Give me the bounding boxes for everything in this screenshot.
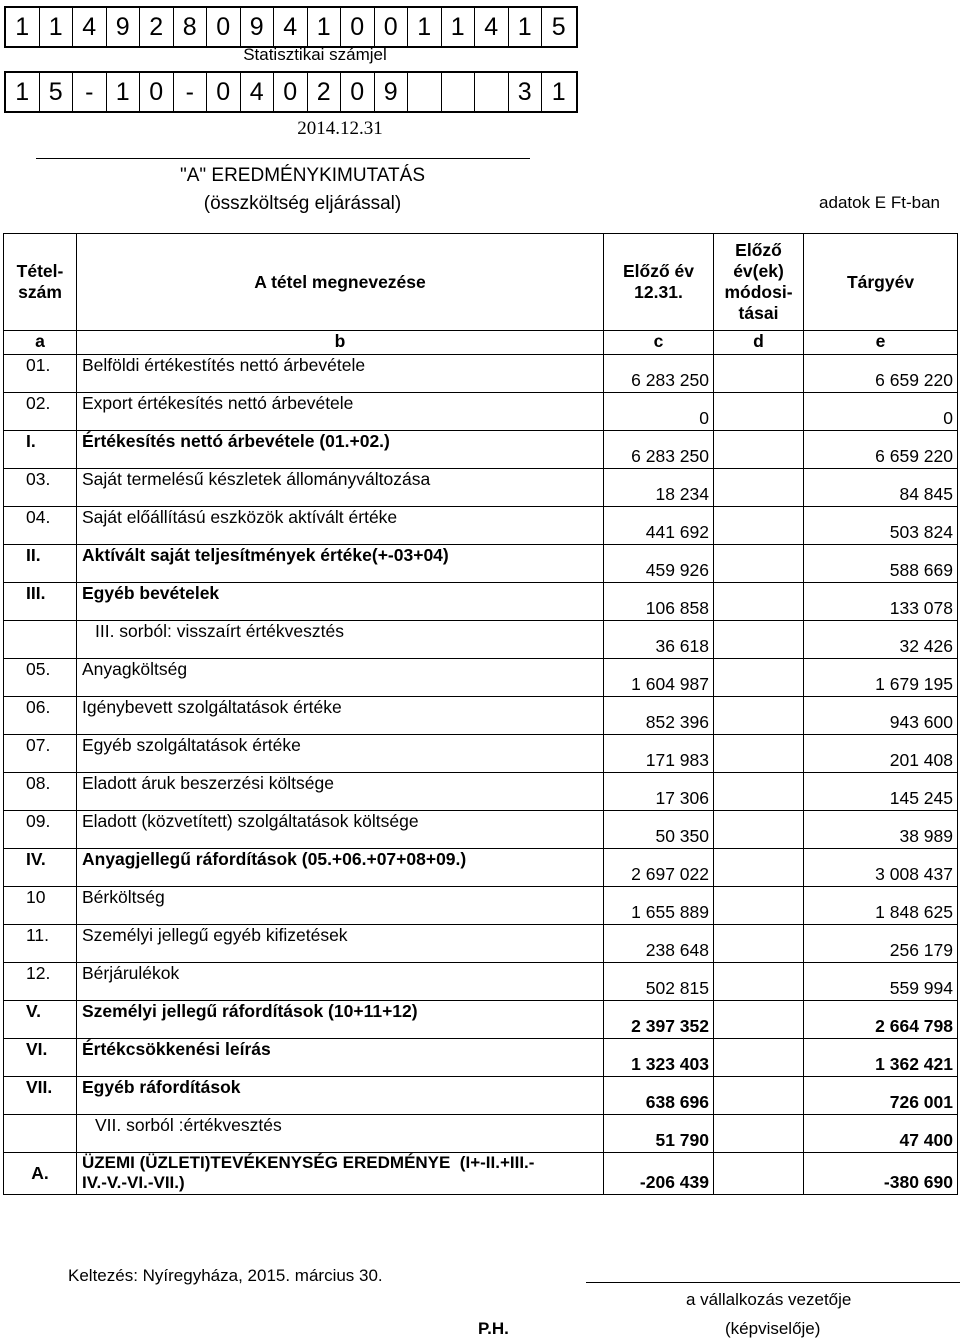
- row-name: Személyi jellegű egyéb kifizetések: [77, 925, 604, 963]
- signature-line: [586, 1282, 960, 1283]
- report-title: "A" EREDMÉNYKIMUTATÁS: [179, 165, 426, 186]
- row-curr: 503 824: [804, 507, 958, 545]
- row-code: 03.: [4, 469, 77, 507]
- unit-label: adatok E Ft-ban: [819, 193, 940, 212]
- report-subtitle: (összköltség eljárással): [203, 193, 402, 214]
- row-prev: 638 696: [604, 1077, 714, 1115]
- table-row: [4, 849, 958, 887]
- stat-label: Statisztikai számjel: [243, 45, 387, 64]
- stat-digit: 1: [6, 8, 40, 46]
- row-mod: [714, 925, 804, 963]
- row-mod: [714, 621, 804, 659]
- title-rule: [36, 158, 530, 159]
- row-mod: [714, 1001, 804, 1039]
- row-name: [77, 1153, 604, 1195]
- row-curr: 201 408: [804, 735, 958, 773]
- row-prev: 0: [604, 393, 714, 431]
- row-code: 04.: [4, 507, 77, 545]
- company-digit: 0: [341, 73, 375, 111]
- stat-digit: 4: [475, 8, 509, 46]
- row-mod: [714, 887, 804, 925]
- empty-box: [408, 73, 442, 111]
- row-name: Saját előállítású eszközök aktívált értéke: [77, 507, 604, 545]
- row-curr: 32 426: [804, 621, 958, 659]
- stat-digit: 1: [509, 8, 543, 46]
- row-curr: 726 001: [804, 1077, 958, 1115]
- row-prev: 441 692: [604, 507, 714, 545]
- row-name-line2: IV.-V.-VI.-VII.): [82, 1173, 185, 1192]
- row-prev: 1 655 889: [604, 887, 714, 925]
- stat-digit: 2: [140, 8, 174, 46]
- company-digit: 0: [140, 73, 174, 111]
- row-name: Egyéb ráfordítások: [77, 1077, 604, 1115]
- stat-digit: 4: [274, 8, 308, 46]
- row-curr: 133 078: [804, 583, 958, 621]
- row-code: V.: [4, 1001, 77, 1039]
- row-code: [4, 1115, 77, 1153]
- company-digit: 9: [375, 73, 409, 111]
- stat-digit: 0: [375, 8, 409, 46]
- letter-b: b: [77, 331, 604, 355]
- row-prev: 171 983: [604, 735, 714, 773]
- row-curr: 1 848 625: [804, 887, 958, 925]
- header-curr: Tárgyév: [804, 234, 958, 331]
- table-row: [4, 735, 958, 773]
- table-row: [4, 583, 958, 621]
- company-digit: 1: [6, 73, 40, 111]
- header-mod: Előző év(ek) módosi- tásai: [714, 234, 804, 331]
- table-row: [4, 507, 958, 545]
- table-row: [4, 963, 958, 1001]
- row-code: 06.: [4, 697, 77, 735]
- row-code: VII.: [4, 1077, 77, 1115]
- stat-digit: 4: [73, 8, 107, 46]
- row-name: Egyéb szolgáltatások értéke: [77, 735, 604, 773]
- letter-row: [4, 331, 958, 355]
- header-prev: Előző év 12.31.: [604, 234, 714, 331]
- row-curr: 559 994: [804, 963, 958, 1001]
- row-name: Bérjárulékok: [77, 963, 604, 1001]
- company-code-boxes: [4, 71, 578, 113]
- row-name: Saját termelésű készletek állományváltozása: [77, 469, 604, 507]
- row-prev: 852 396: [604, 697, 714, 735]
- row-code: VI.: [4, 1039, 77, 1077]
- row-name: Igénybevett szolgáltatások értéke: [77, 697, 604, 735]
- row-name: Személyi jellegű ráfordítások (10+11+12): [77, 1001, 604, 1039]
- company-digit: 3: [509, 73, 543, 111]
- row-prev: 36 618: [604, 621, 714, 659]
- ph-label: P.H.: [478, 1319, 509, 1338]
- table-row-final: [4, 1153, 958, 1195]
- row-mod: [714, 507, 804, 545]
- row-prev: 238 648: [604, 925, 714, 963]
- header-name: A tétel megnevezése: [77, 234, 604, 331]
- row-name: Export értékesítés nettó árbevétele: [77, 393, 604, 431]
- row-code: 10: [4, 887, 77, 925]
- report-date: 2014.12.31: [297, 118, 383, 139]
- row-prev: 1 604 987: [604, 659, 714, 697]
- row-code: 08.: [4, 773, 77, 811]
- row-code: I.: [4, 431, 77, 469]
- row-mod: [714, 659, 804, 697]
- header-code: Tétel- szám: [4, 234, 77, 331]
- company-digit: 0: [274, 73, 308, 111]
- row-name: Értékcsökkenési leírás: [77, 1039, 604, 1077]
- empty-box: [475, 73, 509, 111]
- row-name-line1: ÜZEMI (ÜZLETI)TEVÉKENYSÉG EREDMÉNYE (I+-II.+III.-: [82, 1153, 535, 1172]
- table-row: [4, 811, 958, 849]
- stat-digit: 1: [408, 8, 442, 46]
- row-code: 09.: [4, 811, 77, 849]
- table-row: [4, 469, 958, 507]
- row-curr: 6 659 220: [804, 431, 958, 469]
- row-mod: [714, 431, 804, 469]
- row-mod: [714, 963, 804, 1001]
- company-digit: 4: [241, 73, 275, 111]
- row-curr: 47 400: [804, 1115, 958, 1153]
- row-mod: [714, 697, 804, 735]
- row-name: VII. sorból :értékvesztés: [77, 1115, 604, 1153]
- company-digit: 2: [308, 73, 342, 111]
- company-digit: 5: [40, 73, 74, 111]
- row-code: 11.: [4, 925, 77, 963]
- row-code: [4, 621, 77, 659]
- row-name: Belföldi értékestítés nettó árbevétele: [77, 355, 604, 393]
- stat-digit: 9: [107, 8, 141, 46]
- row-curr: 256 179: [804, 925, 958, 963]
- row-curr: 588 669: [804, 545, 958, 583]
- row-code: 01.: [4, 355, 77, 393]
- row-prev: 6 283 250: [604, 431, 714, 469]
- row-mod: [714, 355, 804, 393]
- row-name: Anyagjellegű ráfordítások (05.+06.+07+08+09.): [77, 849, 604, 887]
- row-code: 05.: [4, 659, 77, 697]
- row-name: Eladott áruk beszerzési költsége: [77, 773, 604, 811]
- company-digit: -: [174, 73, 208, 111]
- row-name: Bérköltség: [77, 887, 604, 925]
- row-prev: 18 234: [604, 469, 714, 507]
- row-code: IV.: [4, 849, 77, 887]
- table-row: [4, 887, 958, 925]
- row-code: II.: [4, 545, 77, 583]
- row-name: III. sorból: visszaírt értékvesztés: [77, 621, 604, 659]
- signer-line2: (képviselője): [725, 1319, 821, 1338]
- row-mod: [714, 735, 804, 773]
- row-mod: [714, 469, 804, 507]
- table-row: [4, 355, 958, 393]
- row-mod: [714, 849, 804, 887]
- row-mod: [714, 1115, 804, 1153]
- row-prev: 51 790: [604, 1115, 714, 1153]
- company-digit: 1: [551, 77, 566, 106]
- row-prev: 17 306: [604, 773, 714, 811]
- row-name: Aktívált saját teljesítmények értéke(+-03+04): [77, 545, 604, 583]
- company-digit: 0: [207, 73, 241, 111]
- row-mod: [714, 1077, 804, 1115]
- row-curr: 145 245: [804, 773, 958, 811]
- row-mod: [714, 393, 804, 431]
- row-curr: 6 659 220: [804, 355, 958, 393]
- row-prev: 1 323 403: [604, 1039, 714, 1077]
- stat-digit: 8: [174, 8, 208, 46]
- table-row: [4, 697, 958, 735]
- row-curr: 1 362 421: [804, 1039, 958, 1077]
- stat-digit: 1: [442, 8, 476, 46]
- row-mod: [714, 1039, 804, 1077]
- company-digit: 1: [107, 73, 141, 111]
- row-mod: [714, 545, 804, 583]
- table-row: [4, 393, 958, 431]
- table-row: [4, 1001, 958, 1039]
- row-prev: 2 397 352: [604, 1001, 714, 1039]
- row-curr: -380 690: [804, 1153, 958, 1195]
- row-code: III.: [4, 583, 77, 621]
- table-row: [4, 659, 958, 697]
- row-prev: 106 858: [604, 583, 714, 621]
- table-row: [4, 1115, 958, 1153]
- row-mod: [714, 773, 804, 811]
- row-mod: [714, 1153, 804, 1195]
- table-row: [4, 621, 958, 659]
- row-name: Egyéb bevételek: [77, 583, 604, 621]
- letter-d: d: [714, 331, 804, 355]
- income-statement-table: [3, 233, 958, 1195]
- row-mod: [714, 583, 804, 621]
- table-row: [4, 925, 958, 963]
- letter-e: e: [804, 331, 958, 355]
- row-curr: 2 664 798: [804, 1001, 958, 1039]
- stat-digit: 9: [241, 8, 275, 46]
- row-prev: 459 926: [604, 545, 714, 583]
- table-row: [4, 1039, 958, 1077]
- row-prev: 502 815: [604, 963, 714, 1001]
- signer-line1: a vállalkozás vezetője: [686, 1290, 852, 1309]
- table-row: [4, 431, 958, 469]
- row-name: Anyagköltség: [77, 659, 604, 697]
- row-curr: 0: [804, 393, 958, 431]
- header-row: [4, 234, 958, 331]
- stat-digit: 1: [308, 8, 342, 46]
- table-row: [4, 545, 958, 583]
- stat-digit: 5: [551, 12, 566, 41]
- row-prev: 50 350: [604, 811, 714, 849]
- row-name: Értékesítés nettó árbevétele (01.+02.): [77, 431, 604, 469]
- row-code: 07.: [4, 735, 77, 773]
- letter-c: c: [604, 331, 714, 355]
- row-name: Eladott (közvetített) szolgáltatások költsége: [77, 811, 604, 849]
- row-mod: [714, 811, 804, 849]
- place-date: Keltezés: Nyíregyháza, 2015. március 30.: [68, 1266, 383, 1285]
- row-prev: 6 283 250: [604, 355, 714, 393]
- company-digit: -: [73, 73, 107, 111]
- row-code: 12.: [4, 963, 77, 1001]
- table-row: [4, 1077, 958, 1115]
- row-prev: 2 697 022: [604, 849, 714, 887]
- row-code: 02.: [4, 393, 77, 431]
- row-curr: 3 008 437: [804, 849, 958, 887]
- row-curr: 1 679 195: [804, 659, 958, 697]
- row-curr: 943 600: [804, 697, 958, 735]
- stat-number-boxes: [4, 6, 578, 48]
- stat-digit: 1: [40, 8, 74, 46]
- table-row: [4, 773, 958, 811]
- letter-a: a: [4, 331, 77, 355]
- empty-box: [442, 73, 476, 111]
- stat-digit: 0: [207, 8, 241, 46]
- row-curr: 84 845: [804, 469, 958, 507]
- row-curr: 38 989: [804, 811, 958, 849]
- row-prev: -206 439: [604, 1153, 714, 1195]
- row-code: A.: [4, 1153, 77, 1195]
- stat-digit: 0: [341, 8, 375, 46]
